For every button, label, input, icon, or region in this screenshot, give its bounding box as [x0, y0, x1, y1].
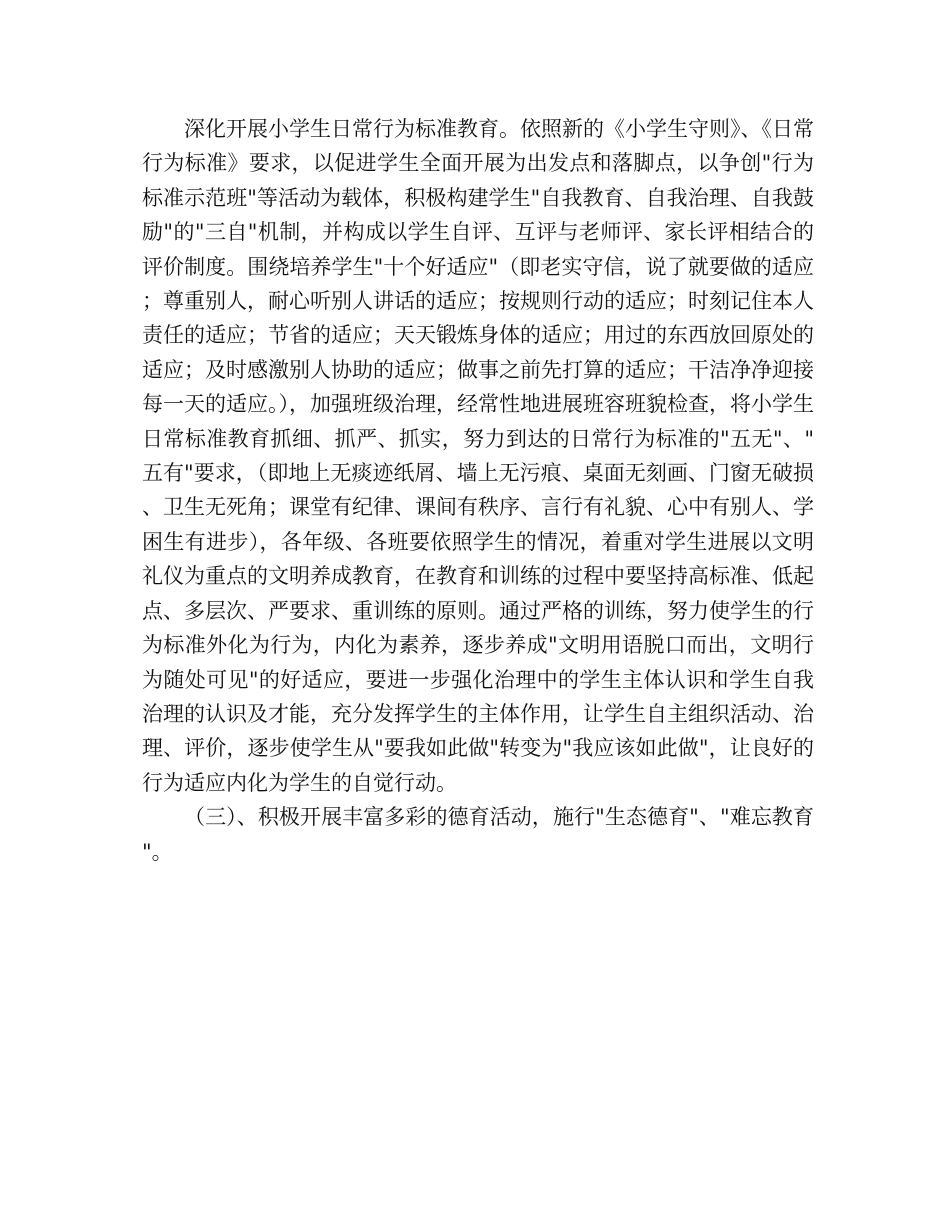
body-paragraph: 深化开展小学生日常行为标准教育。依照新的《小学生守则》、《日常行为标准》要求，以促进学生全面开展为出发点和落脚点，以争创"行为标准示范班"等活动为载体，积极构建学生"自我教育、自我治理、自我鼓励"的"三自"机制，并构成以学生自评、互评与老师评、家长评相结合的评价制度。围绕培养学生"十个好适应"（即老实守信，说了就要做的适应；尊重别人，耐心听别人讲话的适应；按规则行动的适应；时刻记住本人责任的适应；节省的适应；天天锻炼身体的适应；用过的东西放回原处的适应；及时感激别人协助的适应；做事之前先打算的适应；干洁净净迎接每一天的适应。），加强班级治理，经常性地进展班容班貌检查，将小学生日常标准教育抓细、抓严、抓实，努力到达的日常行为标准的"五无"、"五有"要求，（即地上无痰迹纸屑、墙上无污痕、桌面无刻画、门窗无破损、卫生无死角；课堂有纪律、课间有秩序、言行有礼貌、心中有别人、学困生有进步），各年级、各班要依照学生的情况，着重对学生进展以文明礼仪为重点的文明养成教育，在教育和训练的过程中要坚持高标准、低起点、多层次、严要求、重训练的原则。通过严格的训练，努力使学生的行为标准外化为行为，内化为素养，逐步养成"文明用语脱口而出，文明行为随处可见"的好适应，要进一步强化治理中的学生主体认识和学生自我治理的认识及才能，充分发挥学生的主体作用，让学生自主组织活动、治理、评价，逐步使学生从"要我如此做"转变为"我应该如此做"，让良好的行为适应内化为学生的自觉行动。	[142, 117, 814, 795]
section-heading-paragraph: （三）、积极开展丰富多彩的德育活动，施行"生态德育"、"难忘教育"。	[142, 805, 814, 864]
document-body	[142, 112, 814, 869]
